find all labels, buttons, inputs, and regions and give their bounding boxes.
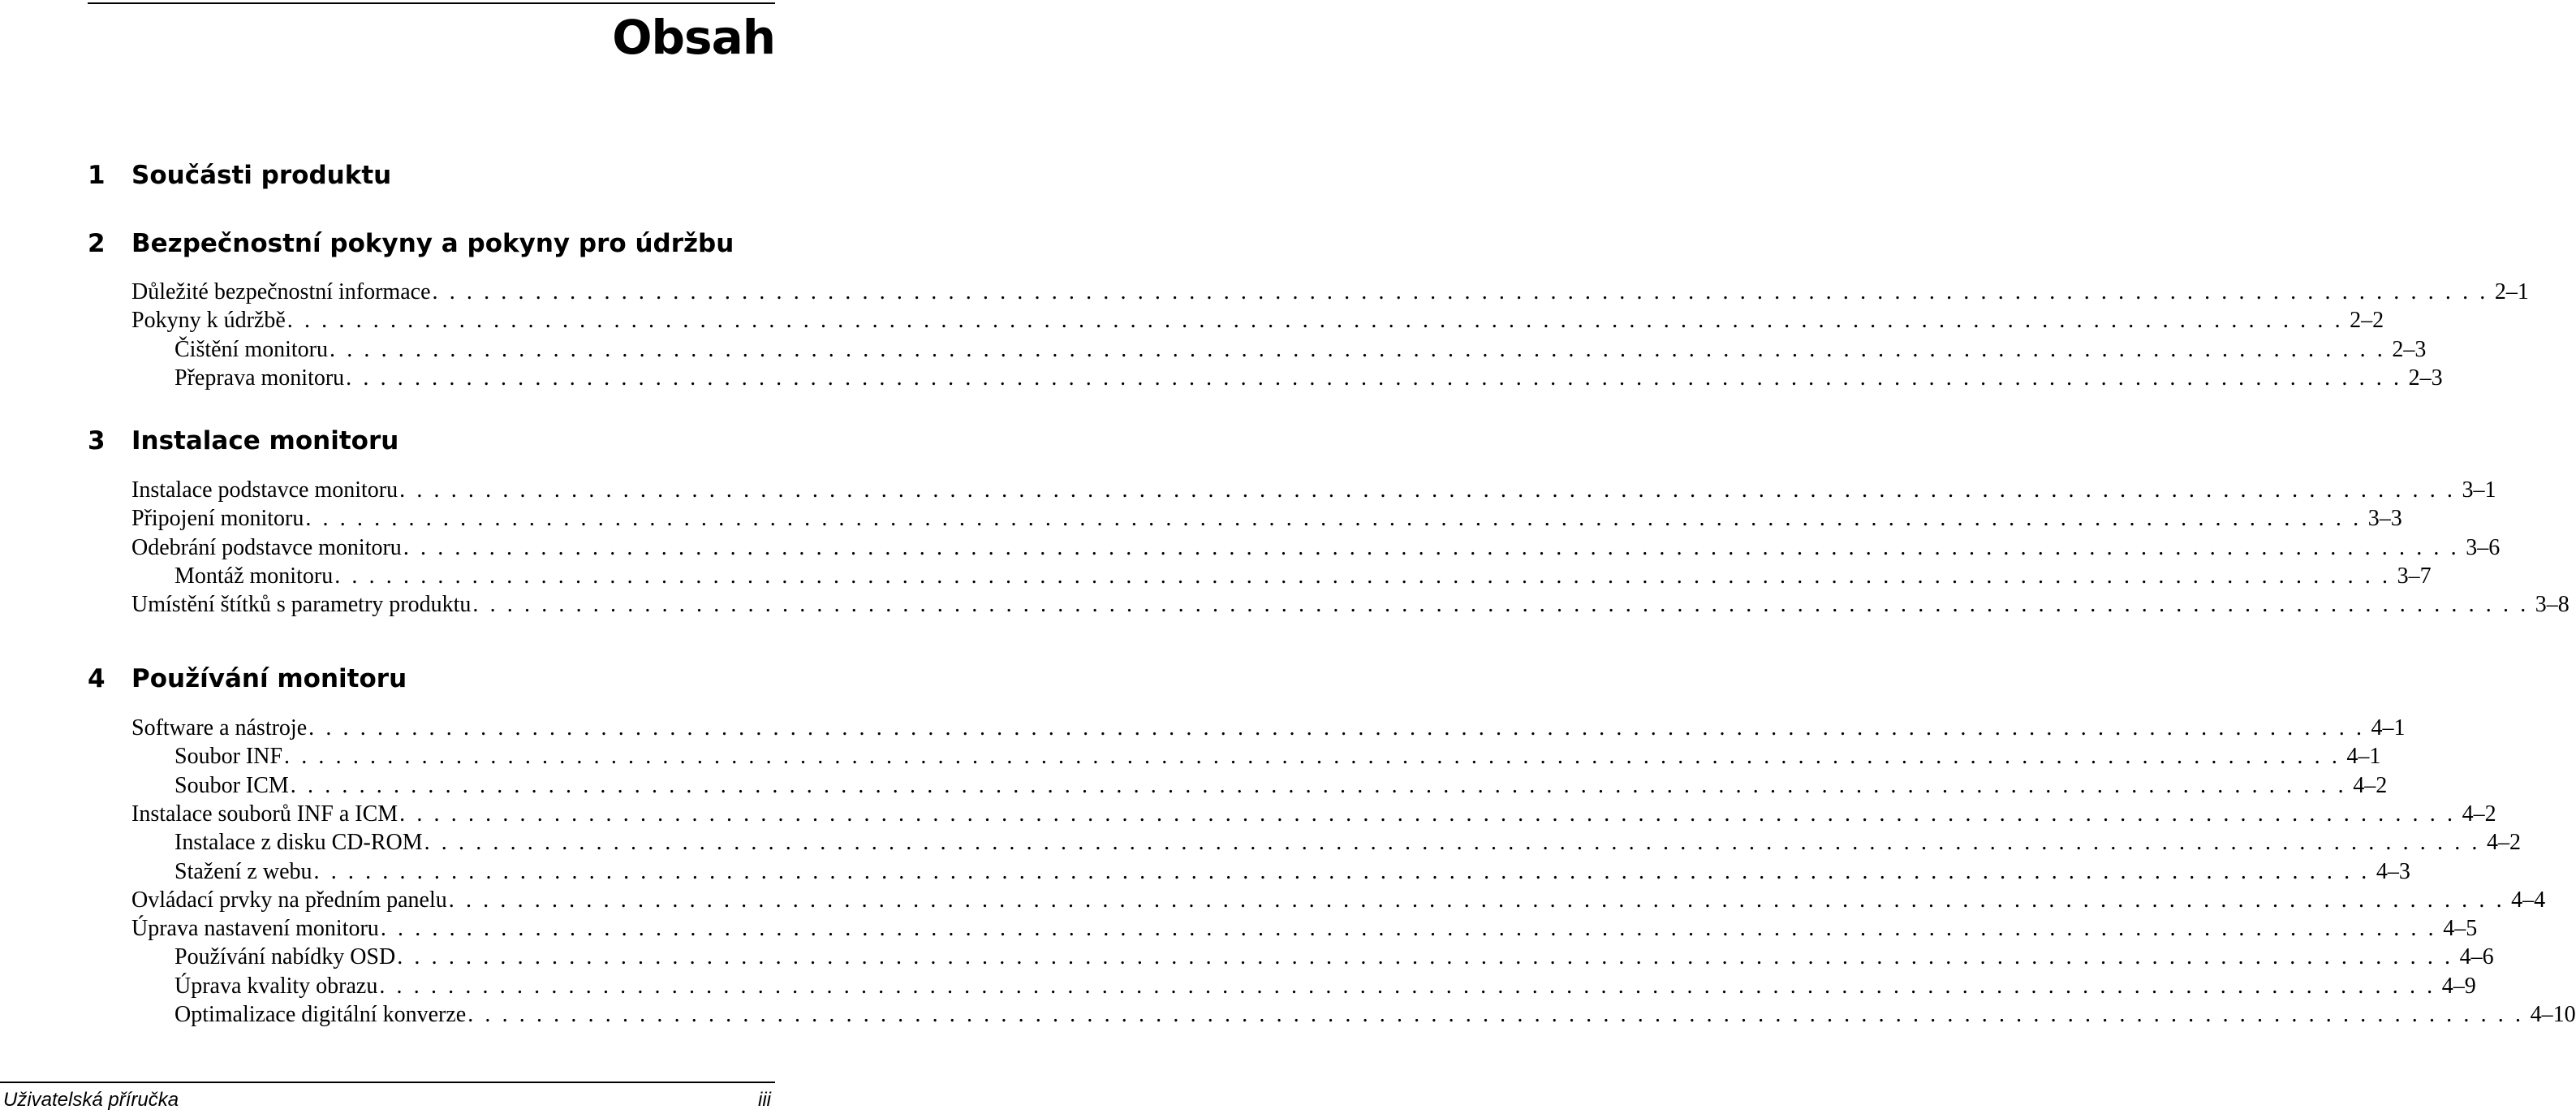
toc-entry-label: Instalace z disku CD-ROM: [174, 830, 423, 855]
toc-entry[interactable]: [174, 563, 2432, 590]
toc-entry-label: Důležité bezpečnostní informace: [131, 279, 431, 304]
toc-entry-page: 4–9: [2441, 974, 2476, 999]
toc-entry-page: 4–2: [2487, 830, 2522, 855]
toc-entry-page: 4–5: [2443, 916, 2478, 941]
toc-entry[interactable]: [174, 858, 2410, 886]
toc-entry-label: Používání nabídky OSD: [174, 944, 396, 969]
toc-entry-page: 3–6: [2466, 535, 2501, 560]
toc-entry[interactable]: [174, 1001, 2576, 1029]
toc-entry-label: Úprava kvality obrazu: [174, 974, 378, 999]
toc-entry-label: Software a nástroje: [131, 715, 308, 741]
toc-entry-page: 2–3: [2392, 337, 2427, 362]
toc-entry-label: Optimalizace digitální konverze: [174, 1002, 467, 1027]
toc-entry-label: Čištění monitoru: [174, 337, 328, 362]
dot-leader: . . . . . . . . . . . . . . . . . . . . . . . . . . . . . . . . . . . . . . . . . . . . . . . . . . . . . . . . . . . . . . . . . . . . . . . . . . . . . . . . . . . . . . . . . . . . . . . . . . . . . . . . . . . . . . . . . . . . . . . .: [305, 506, 2362, 531]
toc-entry-label: Umístění štítků s parametry produktu: [131, 592, 472, 617]
dot-leader: . . . . . . . . . . . . . . . . . . . . . . . . . . . . . . . . . . . . . . . . . . . . . . . . . . . . . . . . . . . . . . . . . . . . . . . . . . . . . . . . . . . . . . . . . . . . . . . . . . . . . . . . . . . . . . . . . . . . . . . .: [432, 279, 2488, 304]
toc-entry-label: Instalace podstavce monitoru: [131, 477, 398, 503]
dot-leader: . . . . . . . . . . . . . . . . . . . . . . . . . . . . . . . . . . . . . . . . . . . . . . . . . . . . . . . . . . . . . . . . . . . . . . . . . . . . . . . . . . . . . . . . . . . . . . . . . . . . . . . . . . . . . . . . . . . . . . . .: [397, 944, 2453, 969]
dot-leader: . . . . . . . . . . . . . . . . . . . . . . . . . . . . . . . . . . . . . . . . . . . . . . . . . . . . . . . . . . . . . . . . . . . . . . . . . . . . . . . . . . . . . . . . . . . . . . . . . . . . . . . . . . . . . . . . . . . . . . . .: [472, 592, 2529, 617]
toc-entry[interactable]: [174, 336, 2427, 364]
toc-entry[interactable]: [131, 801, 2496, 828]
dot-leader: . . . . . . . . . . . . . . . . . . . . . . . . . . . . . . . . . . . . . . . . . . . . . . . . . . . . . . . . . . . . . . . . . . . . . . . . . . . . . . . . . . . . . . . . . . . . . . . . . . . . . . . . . . . . . . . . . . . . . . . .: [334, 563, 2391, 589]
toc-entry[interactable]: [174, 973, 2476, 1000]
chapter-number: 4: [88, 664, 106, 693]
toc-entry-page: 4–1: [2371, 715, 2406, 741]
chapter-number: 3: [88, 426, 106, 456]
toc-entry-page: 3–3: [2367, 506, 2402, 531]
dot-leader: . . . . . . . . . . . . . . . . . . . . . . . . . . . . . . . . . . . . . . . . . . . . . . . . . . . . . . . . . . . . . . . . . . . . . . . . . . . . . . . . . . . . . . . . . . . . . . . . . . . . . . . . . . . . . . . . . . . . . . . .: [380, 916, 2437, 941]
toc-entry-label: Instalace souborů INF a ICM: [131, 801, 398, 827]
toc-entry-label: Přeprava monitoru: [174, 365, 345, 391]
toc-entry-page: 2–3: [2408, 365, 2443, 391]
dot-leader: . . . . . . . . . . . . . . . . . . . . . . . . . . . . . . . . . . . . . . . . . . . . . . . . . . . . . . . . . . . . . . . . . . . . . . . . . . . . . . . . . . . . . . . . . . . . . . . . . . . . . . . . . . . . . . . . . . . . . . . .: [379, 974, 2436, 999]
toc-entry-label: Soubor ICM: [174, 773, 289, 798]
dot-leader: . . . . . . . . . . . . . . . . . . . . . . . . . . . . . . . . . . . . . . . . . . . . . . . . . . . . . . . . . . . . . . . . . . . . . . . . . . . . . . . . . . . . . . . . . . . . . . . . . . . . . . . . . . . . . . . . . . . . . . . .: [448, 887, 2505, 913]
toc-entry-page: 2–2: [2350, 308, 2384, 333]
chapter-title: Bezpečnostní pokyny a pokyny pro údržbu: [131, 229, 734, 258]
toc-entry[interactable]: [131, 534, 2501, 562]
chapter-number: 1: [88, 161, 106, 190]
toc-entry[interactable]: [174, 943, 2494, 971]
toc-entry-label: Odebrání podstavce monitoru: [131, 535, 402, 560]
chapter-heading[interactable]: [88, 663, 775, 695]
toc-entry-label: Pokyny k údržbě: [131, 308, 286, 333]
toc-entry[interactable]: [131, 505, 2402, 533]
dot-leader: . . . . . . . . . . . . . . . . . . . . . . . . . . . . . . . . . . . . . . . . . . . . . . . . . . . . . . . . . . . . . . . . . . . . . . . . . . . . . . . . . . . . . . . . . . . . . . . . . . . . . . . . . . . . . . . . . . . . . . . .: [403, 535, 2460, 560]
toc-entry-page: 3–1: [2462, 477, 2496, 503]
toc-entry-page: 4–6: [2459, 944, 2494, 969]
toc-entry[interactable]: [131, 915, 2478, 943]
chapter-heading[interactable]: [88, 227, 775, 260]
toc-entry-page: 2–1: [2494, 279, 2529, 304]
chapter-title: Používání monitoru: [131, 664, 407, 693]
toc-entry-page: 4–4: [2511, 887, 2546, 913]
toc-entry-page: 3–8: [2535, 592, 2570, 617]
toc-entry[interactable]: [131, 307, 2384, 335]
toc-entry[interactable]: [131, 591, 2570, 619]
dot-leader: . . . . . . . . . . . . . . . . . . . . . . . . . . . . . . . . . . . . . . . . . . . . . . . . . . . . . . . . . . . . . . . . . . . . . . . . . . . . . . . . . . . . . . . . . . . . . . . . . . . . . . . . . . . . . . . . . . . . . . . .: [290, 773, 2347, 798]
toc-entry[interactable]: [174, 365, 2443, 392]
toc-entry[interactable]: [131, 477, 2496, 504]
chapter-number: 2: [88, 229, 106, 258]
dot-leader: . . . . . . . . . . . . . . . . . . . . . . . . . . . . . . . . . . . . . . . . . . . . . . . . . . . . . . . . . . . . . . . . . . . . . . . . . . . . . . . . . . . . . . . . . . . . . . . . . . . . . . . . . . . . . . . . . . . . . . . .: [308, 715, 2365, 741]
chapter-title: Instalace monitoru: [131, 426, 399, 456]
dot-leader: . . . . . . . . . . . . . . . . . . . . . . . . . . . . . . . . . . . . . . . . . . . . . . . . . . . . . . . . . . . . . . . . . . . . . . . . . . . . . . . . . . . . . . . . . . . . . . . . . . . . . . . . . . . . . . . . . . . . . . . .: [330, 337, 2386, 362]
dot-leader: . . . . . . . . . . . . . . . . . . . . . . . . . . . . . . . . . . . . . . . . . . . . . . . . . . . . . . . . . . . . . . . . . . . . . . . . . . . . . . . . . . . . . . . . . . . . . . . . . . . . . . . . . . . . . . . . . . . . . . . .: [284, 744, 2341, 769]
dot-leader: . . . . . . . . . . . . . . . . . . . . . . . . . . . . . . . . . . . . . . . . . . . . . . . . . . . . . . . . . . . . . . . . . . . . . . . . . . . . . . . . . . . . . . . . . . . . . . . . . . . . . . . . . . . . . . . . . . . . . . . .: [467, 1002, 2524, 1027]
toc-entry-page: 4–1: [2346, 744, 2381, 769]
toc-entry[interactable]: [131, 278, 2529, 306]
toc-entry-label: Montáž monitoru: [174, 563, 334, 589]
dot-leader: . . . . . . . . . . . . . . . . . . . . . . . . . . . . . . . . . . . . . . . . . . . . . . . . . . . . . . . . . . . . . . . . . . . . . . . . . . . . . . . . . . . . . . . . . . . . . . . . . . . . . . . . . . . . . . . . . . . . . . . .: [346, 365, 2402, 391]
footer-manual-title: Uživatelská příručka: [3, 1089, 179, 1111]
footer-page-number: iii: [758, 1089, 771, 1111]
toc-entry-label: Soubor INF: [174, 744, 283, 769]
dot-leader: . . . . . . . . . . . . . . . . . . . . . . . . . . . . . . . . . . . . . . . . . . . . . . . . . . . . . . . . . . . . . . . . . . . . . . . . . . . . . . . . . . . . . . . . . . . . . . . . . . . . . . . . . . . . . . . . . . . . . . . .: [313, 859, 2370, 884]
chapter-heading[interactable]: [88, 425, 775, 457]
toc-entry-page: 4–3: [2376, 859, 2410, 884]
toc-entry-page: 3–7: [2397, 563, 2432, 589]
chapter-heading[interactable]: [88, 159, 775, 192]
toc-entry-label: Stažení z webu: [174, 859, 312, 884]
dot-leader: . . . . . . . . . . . . . . . . . . . . . . . . . . . . . . . . . . . . . . . . . . . . . . . . . . . . . . . . . . . . . . . . . . . . . . . . . . . . . . . . . . . . . . . . . . . . . . . . . . . . . . . . . . . . . . . . . . . . . . . .: [286, 308, 2344, 333]
toc-entry[interactable]: [131, 887, 2546, 914]
toc-entry[interactable]: [174, 743, 2381, 771]
toc-entry[interactable]: [174, 772, 2388, 800]
toc-entry-label: Připojení monitoru: [131, 506, 304, 531]
toc-entry[interactable]: [174, 829, 2522, 857]
toc-entry-page: 4–2: [2462, 801, 2496, 827]
toc-entry-label: Úprava nastavení monitoru: [131, 916, 379, 941]
footer-rule: [0, 1082, 775, 1083]
toc-entry-label: Ovládací prvky na předním panelu: [131, 887, 447, 913]
dot-leader: . . . . . . . . . . . . . . . . . . . . . . . . . . . . . . . . . . . . . . . . . . . . . . . . . . . . . . . . . . . . . . . . . . . . . . . . . . . . . . . . . . . . . . . . . . . . . . . . . . . . . . . . . . . . . . . . . . . . . . . .: [424, 830, 2481, 855]
toc-entry-page: 4–10: [2530, 1002, 2576, 1027]
dot-leader: . . . . . . . . . . . . . . . . . . . . . . . . . . . . . . . . . . . . . . . . . . . . . . . . . . . . . . . . . . . . . . . . . . . . . . . . . . . . . . . . . . . . . . . . . . . . . . . . . . . . . . . . . . . . . . . . . . . . . . . .: [399, 801, 2456, 827]
chapter-title: Součásti produktu: [131, 161, 392, 190]
page-title: Obsah: [612, 10, 775, 65]
toc-entry-page: 4–2: [2353, 773, 2388, 798]
toc-entry[interactable]: [131, 715, 2406, 742]
dot-leader: . . . . . . . . . . . . . . . . . . . . . . . . . . . . . . . . . . . . . . . . . . . . . . . . . . . . . . . . . . . . . . . . . . . . . . . . . . . . . . . . . . . . . . . . . . . . . . . . . . . . . . . . . . . . . . . . . . . . . . . .: [399, 477, 2456, 503]
